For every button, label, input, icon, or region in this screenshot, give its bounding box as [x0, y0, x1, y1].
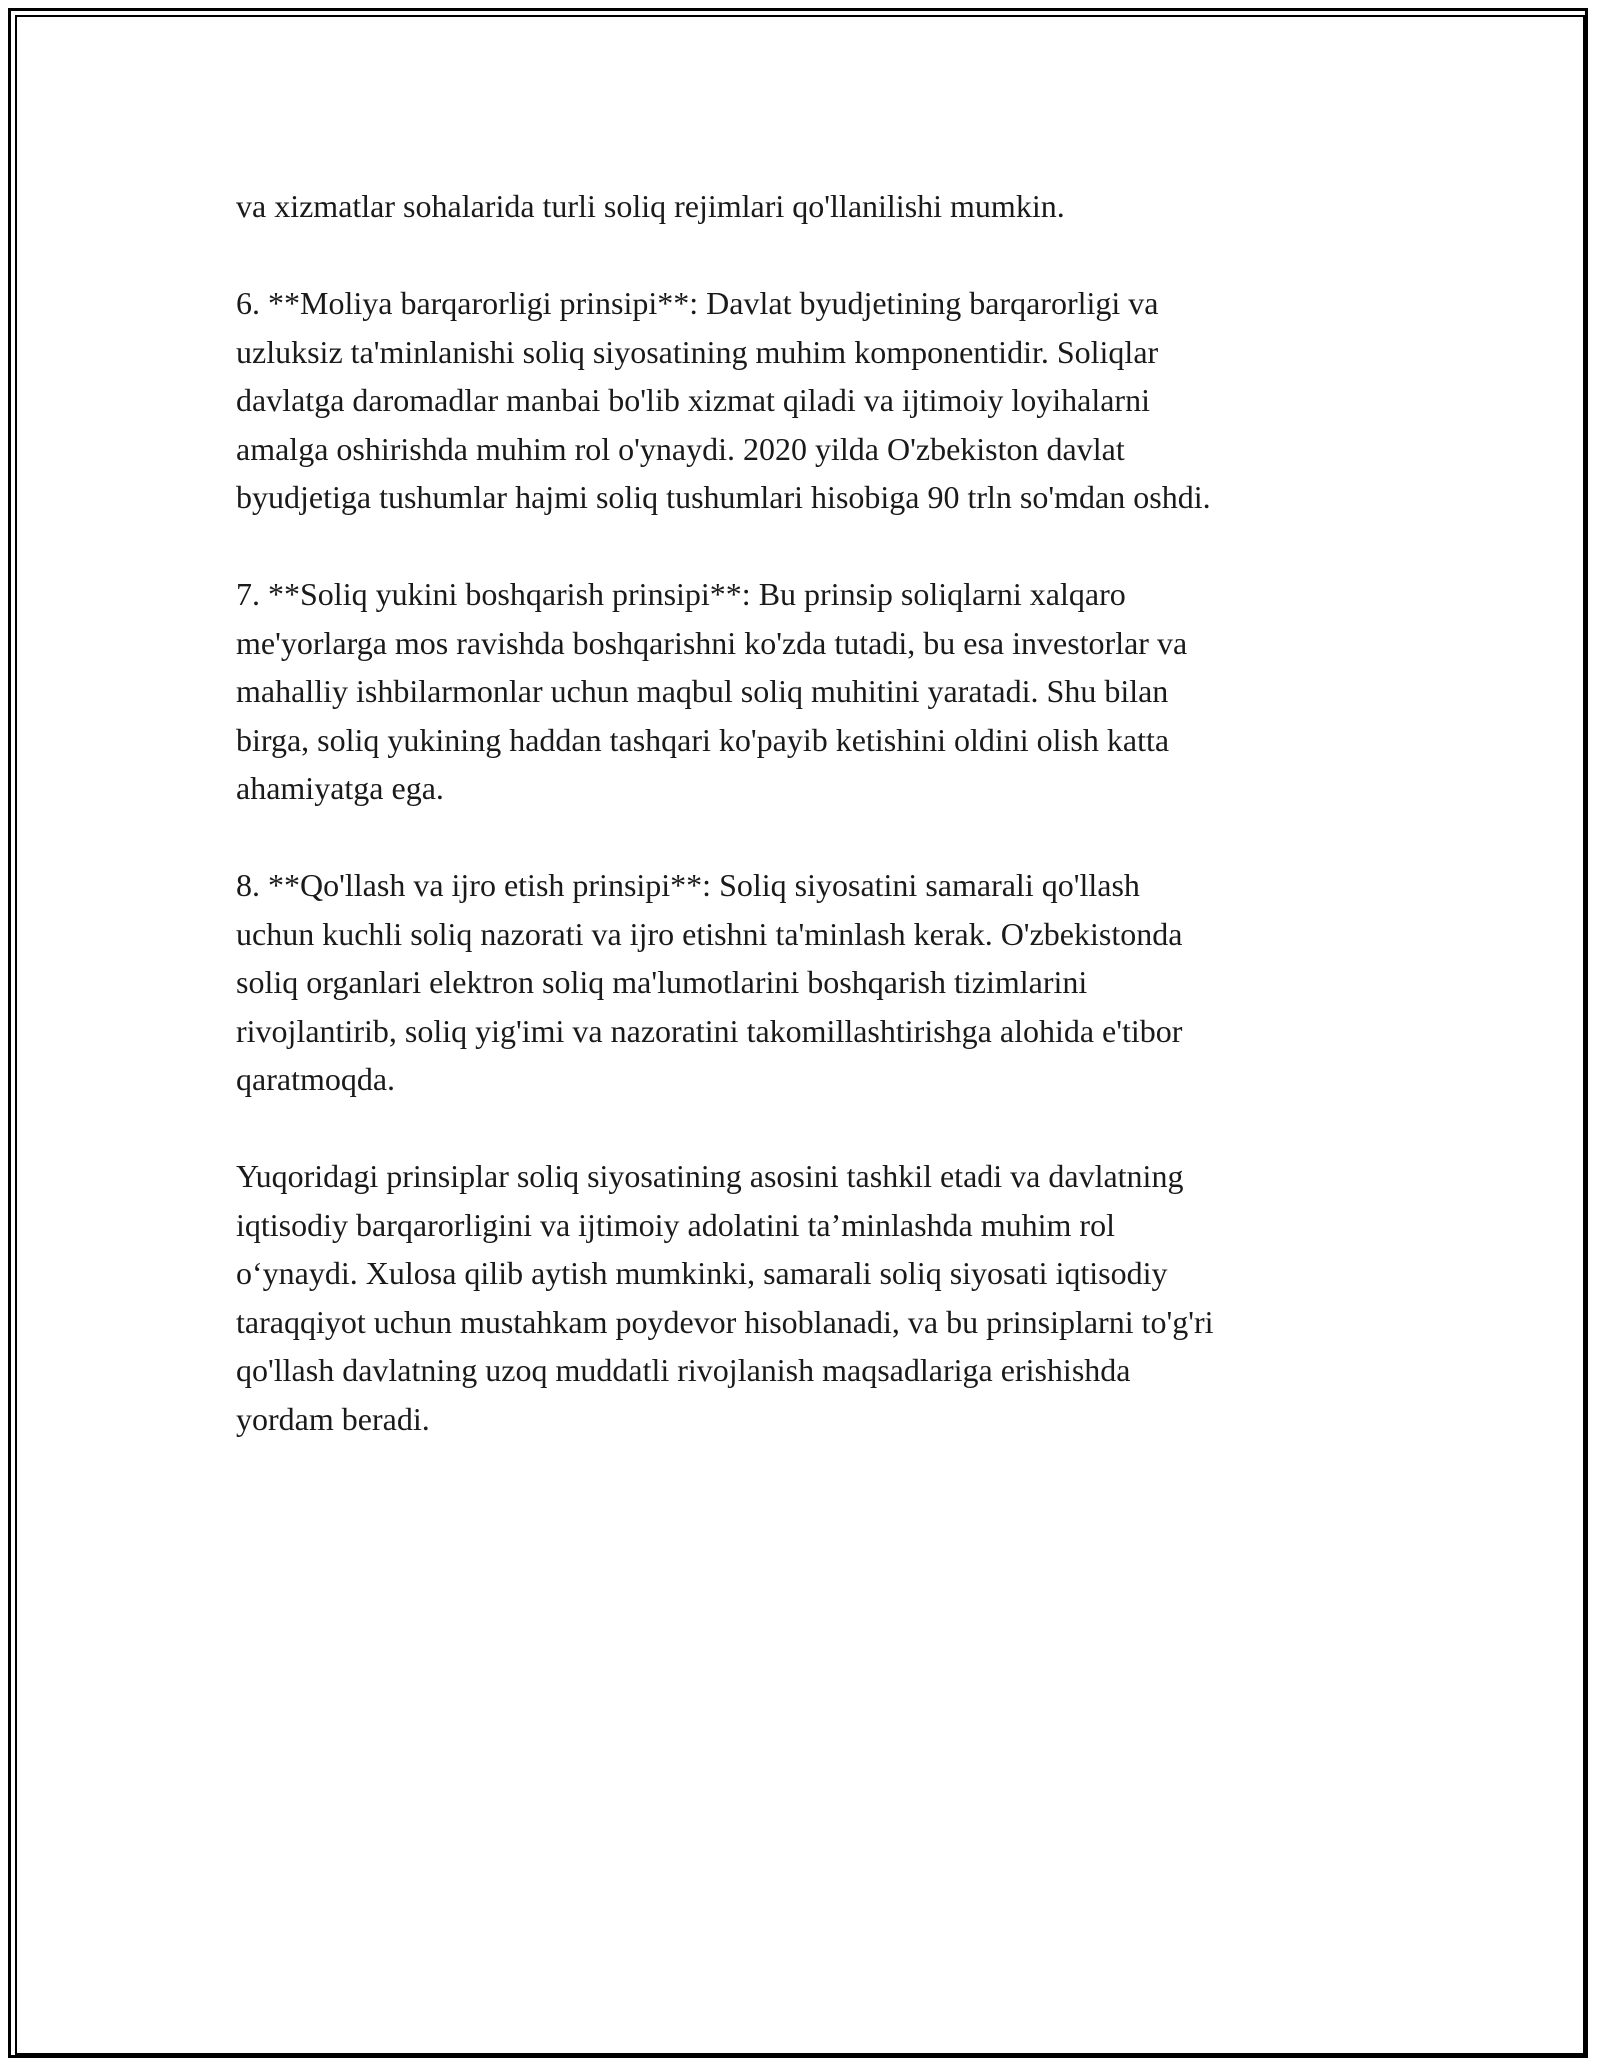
text-line: davlatga daromadlar manbai bo'lib xizmat qiladi va ijtimoiy loyihalarni — [236, 382, 1150, 418]
text-line: iqtisodiy barqarorligini va ijtimoiy adolatini ta’minlashda muhim rol — [236, 1206, 1115, 1243]
text-line: yordam beradi. — [236, 1400, 430, 1437]
document-body — [236, 182, 1366, 1492]
paragraph-principle-8 — [236, 861, 1366, 1104]
text-line: qaratmoqda. — [236, 1061, 396, 1097]
paragraph-principle-6 — [236, 279, 1366, 522]
text-line: 7. **Soliq yukini boshqarish prinsipi**: Bu prinsip soliqlarni xalqaro — [236, 576, 1126, 612]
text-line: uchun kuchli soliq nazorati va ijro etishni ta'minlash kerak. O'zbekistonda — [236, 915, 1183, 952]
text-line: mahalliy ishbilarmonlar uchun maqbul soliq muhitini yaratadi. Shu bilan — [236, 673, 1169, 709]
text-line: rivojlantirib, soliq yig'imi va nazoratini takomillashtirishga alohida e'tibor — [236, 1012, 1183, 1049]
text-line: ahamiyatga ega. — [236, 770, 444, 806]
text-line: amalga oshirishda muhim rol o'ynaydi. 2020 yilda O'zbekiston davlat — [236, 430, 1125, 467]
text-line: Yuqoridagi prinsiplar soliq siyosatining asosini tashkil etadi va davlatning — [236, 1158, 1184, 1194]
paragraph-conclusion — [236, 1152, 1366, 1443]
text-line: 8. **Qo'llash va ijro etish prinsipi**: Soliq siyosatini samarali qo'llash — [236, 867, 1140, 903]
text-line: qo'llash davlatning uzoq muddatli rivojlanish maqsadlariga erishishda — [236, 1352, 1131, 1388]
paragraph-continuation — [236, 182, 1366, 231]
text-line: o‘ynaydi. Xulosa qilib aytish mumkinki, samarali soliq siyosati iqtisodiy — [236, 1255, 1168, 1291]
text-line: uzluksiz ta'minlanishi soliq siyosatining muhim komponentidir. Soliqlar — [236, 333, 1159, 370]
text-line: taraqqiyot uchun mustahkam poydevor hisoblanadi, va bu prinsiplarni to'g'ri — [236, 1303, 1214, 1340]
text-line: soliq organlari elektron soliq ma'lumotlarini boshqarish tizimlarini — [236, 964, 1088, 1000]
text-line: me'yorlarga mos ravishda boshqarishni ko'zda tutadi, bu esa investorlar va — [236, 624, 1188, 661]
text-line: va xizmatlar sohalarida turli soliq rejimlari qo'llanilishi mumkin. — [236, 188, 1065, 224]
text-line: birga, soliq yukining haddan tashqari ko'payib ketishini oldini olish katta — [236, 721, 1170, 758]
paragraph-principle-7 — [236, 570, 1366, 813]
text-line: 6. **Moliya barqarorligi prinsipi**: Davlat byudjetining barqarorligi va — [236, 285, 1159, 321]
text-line: byudjetiga tushumlar hajmi soliq tushumlari hisobiga 90 trln so'mdan oshdi. — [236, 479, 1211, 515]
